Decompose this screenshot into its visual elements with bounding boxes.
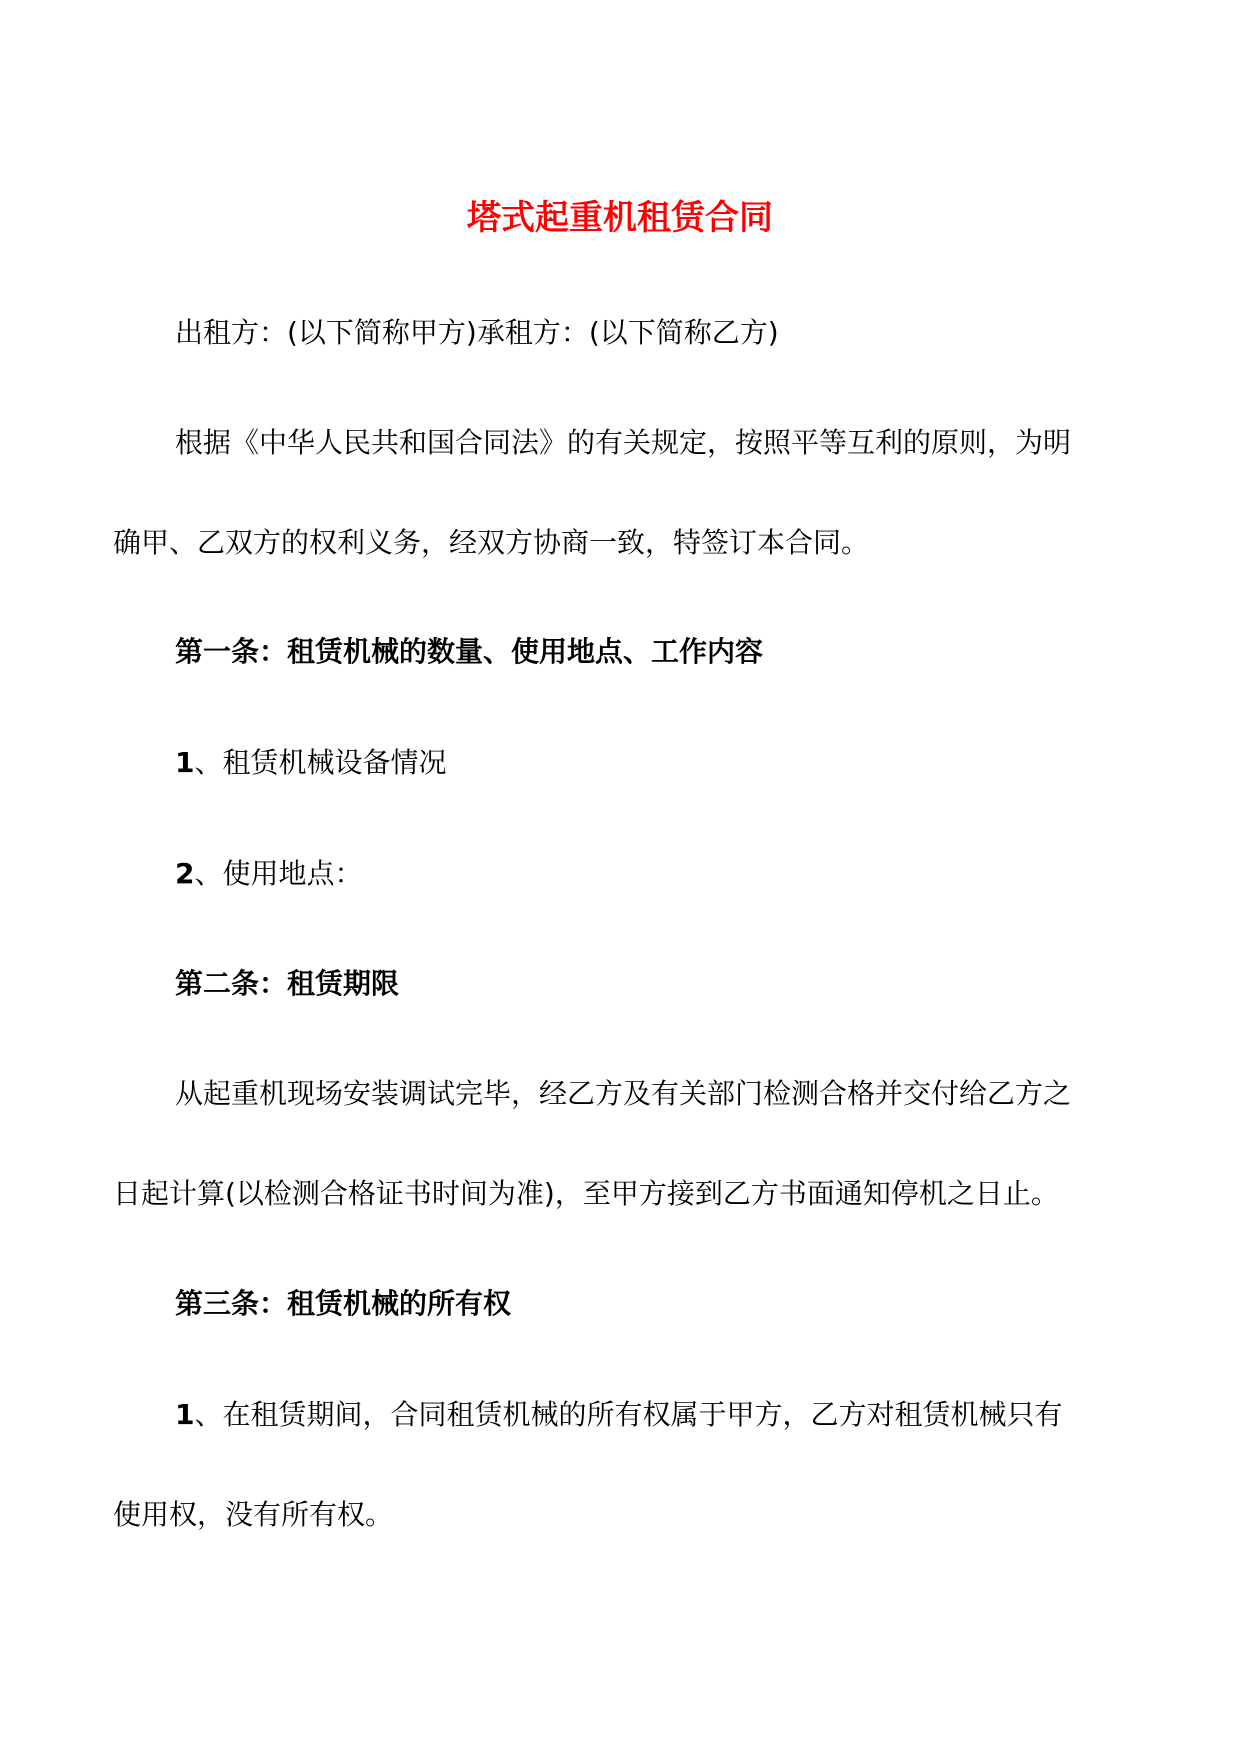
preamble-line-2: 确甲、乙双方的权利义务，经双方协商一致，特签订本合同。	[113, 526, 870, 559]
preamble-line-1: 根据《中华人民共和国合同法》的有关规定，按照平等互利的原则，为明	[175, 426, 1072, 459]
item-text: 、租赁机械设备情况	[194, 746, 447, 779]
article-2-line-1: 从起重机现场安装调试完毕，经乙方及有关部门检测合格并交付给乙方之	[175, 1077, 1072, 1110]
item-number: 1	[175, 1398, 195, 1431]
article-3-item-1-line-2: 使用权，没有所有权。	[113, 1498, 394, 1531]
item-text: 、在租赁期间，合同租赁机械的所有权属于甲方，乙方对租赁机械只有	[194, 1398, 1063, 1431]
article-2-line-2: 日起计算(以检测合格证书时间为准)，至甲方接到乙方书面通知停机之日止。	[113, 1177, 1059, 1210]
article-3-heading: 第三条：租赁机械的所有权	[175, 1287, 512, 1320]
item-number: 2	[175, 857, 195, 890]
document-title: 塔式起重机租赁合同	[467, 198, 773, 238]
parties-line: 出租方：(以下简称甲方)承租方：(以下简称乙方)	[175, 316, 779, 349]
article-1-item-2	[175, 856, 363, 892]
item-text: 、使用地点：	[194, 857, 363, 890]
article-1-item-1	[175, 745, 447, 781]
article-1-heading: 第一条：租赁机械的数量、使用地点、工作内容	[175, 635, 764, 668]
article-2-heading: 第二条：租赁期限	[175, 967, 400, 1000]
article-3-item-1-line-1	[175, 1397, 1063, 1433]
item-number: 1	[175, 746, 195, 779]
